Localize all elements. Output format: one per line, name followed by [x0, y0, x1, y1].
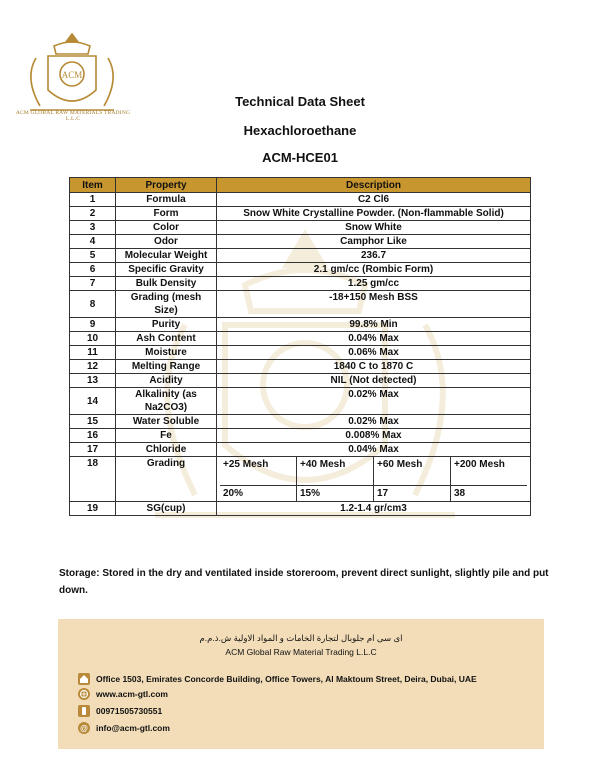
grading-mesh-value: 17: [374, 486, 451, 501]
row-item-number: 13: [70, 374, 116, 388]
table-row-grading: [70, 457, 531, 502]
row-description: 0.06% Max: [217, 346, 531, 360]
row-description: C2 Cl6: [217, 193, 531, 207]
row-property: Alkalinity (as Na2CO3): [116, 388, 217, 415]
row-property: Melting Range: [116, 360, 217, 374]
row-property: Ash Content: [116, 332, 217, 346]
row-item-number: 7: [70, 277, 116, 291]
row-item-number: 17: [70, 443, 116, 457]
table-row: [70, 193, 531, 207]
row-property: Specific Gravity: [116, 263, 217, 277]
table-row: [70, 429, 531, 443]
grading-mesh-value: 15%: [297, 486, 374, 501]
row-item-number: 5: [70, 249, 116, 263]
row-item-number: 1: [70, 193, 116, 207]
row-description: -18+150 Mesh BSS: [217, 291, 531, 318]
row-item-number: 3: [70, 221, 116, 235]
grading-mesh-value: 20%: [220, 486, 297, 501]
home-icon: [78, 673, 90, 685]
table-row: [70, 318, 531, 332]
row-property: Water Soluble: [116, 415, 217, 429]
row-item-number: 15: [70, 415, 116, 429]
footer-website[interactable]: www.acm-gtl.com: [96, 689, 168, 699]
grading-mesh-value: 38: [454, 488, 466, 499]
grading-grid: [217, 457, 531, 502]
row-item-number: 2: [70, 207, 116, 221]
table-row: [70, 360, 531, 374]
table-row: [70, 249, 531, 263]
grading-mesh-label: +200 Mesh: [454, 459, 505, 470]
row-item-number: 9: [70, 318, 116, 332]
row-description: 0.04% Max: [217, 332, 531, 346]
row-property: Purity: [116, 318, 217, 332]
table-row: [70, 415, 531, 429]
row-item-number: 6: [70, 263, 116, 277]
row-description: 0.02% Max: [217, 415, 531, 429]
footer-contact: [58, 619, 544, 749]
row-description: 1840 C to 1870 C: [217, 360, 531, 374]
row-item-number: 16: [70, 429, 116, 443]
table-header-row: [70, 178, 531, 193]
row-description: 0.008% Max: [217, 429, 531, 443]
row-property: Fe: [116, 429, 217, 443]
footer-phone-line: [78, 705, 162, 717]
row-description: 0.04% Max: [217, 443, 531, 457]
row-item-number: 18: [70, 457, 116, 502]
row-description: 1.2-1.4 gr/cm3: [217, 502, 531, 516]
footer-address: Office 1503, Emirates Concorde Building, Office Towers, Al Maktoum Street, Deira, Dubai, UAE: [96, 674, 477, 684]
row-item-number: 10: [70, 332, 116, 346]
row-property: Chloride: [116, 443, 217, 457]
row-property: Color: [116, 221, 217, 235]
footer-address-line: [78, 673, 477, 685]
row-property: Form: [116, 207, 217, 221]
row-property: SG(cup): [116, 502, 217, 516]
table-row: [70, 235, 531, 249]
row-property: Bulk Density: [116, 277, 217, 291]
row-description: 1.25 gm/cc: [217, 277, 531, 291]
table-row: [70, 346, 531, 360]
footer-phone[interactable]: 00971505730551: [96, 706, 163, 716]
storage-note: Storage: Stored in the dry and ventilated inside storeroom, prevent direct sunlight, slightly pile and put down.: [59, 568, 549, 596]
table-row: [70, 388, 531, 415]
footer-arabic-name: اى سى ام جلوبال لتجارة الخامات و المواد الاولية ش.ذ.م.م: [199, 633, 403, 643]
header-item: Item: [70, 178, 116, 193]
table-row: [70, 443, 531, 457]
table-row: [70, 374, 531, 388]
row-item-number: 12: [70, 360, 116, 374]
table-row: [70, 221, 531, 235]
table-row: [70, 502, 531, 516]
row-description: 99.8% Min: [217, 318, 531, 332]
footer-email[interactable]: info@acm-gtl.com: [96, 723, 170, 733]
globe-icon: [78, 688, 90, 700]
row-description: Snow White Crystalline Powder. (Non-flammable Solid): [217, 207, 531, 221]
phone-icon: [78, 705, 90, 717]
table-row: [70, 277, 531, 291]
svg-text:@: @: [80, 724, 88, 733]
row-item-number: 19: [70, 502, 116, 516]
row-description: 2.1 gm/cc (Rombic Form): [217, 263, 531, 277]
logo-monogram: ACM: [61, 70, 83, 80]
table-row: [70, 207, 531, 221]
footer-email-line: [78, 722, 170, 734]
spec-table: [69, 177, 531, 516]
table-row: [70, 332, 531, 346]
row-description: Snow White: [217, 221, 531, 235]
email-icon: [78, 722, 90, 734]
product-code: ACM-HCE01: [262, 150, 338, 165]
row-item-number: 4: [70, 235, 116, 249]
row-property: Grading (mesh Size): [116, 291, 217, 318]
document-title: Technical Data Sheet: [235, 94, 365, 109]
row-description: NIL (Not detected): [217, 374, 531, 388]
footer-company-name: ACM Global Raw Material Trading L.L.C: [225, 647, 377, 657]
grading-mesh-label: +25 Mesh: [220, 457, 297, 485]
row-property: Formula: [116, 193, 217, 207]
row-property: Odor: [116, 235, 217, 249]
header-property: Property: [116, 178, 217, 193]
table-row: [70, 291, 531, 318]
product-name: Hexachloroethane: [243, 123, 357, 138]
row-item-number: 8: [70, 291, 116, 318]
logo-company-text: ACM GLOBAL RAW MATERIALS TRADING L.L.C: [15, 110, 131, 122]
footer-website-line: [78, 688, 168, 700]
row-item-number: 11: [70, 346, 116, 360]
row-property: Moisture: [116, 346, 217, 360]
header-description: Description: [217, 178, 531, 193]
row-item-number: 14: [70, 388, 116, 415]
row-property: Molecular Weight: [116, 249, 217, 263]
grading-mesh-label: +40 Mesh: [297, 457, 374, 485]
row-description: Camphor Like: [217, 235, 531, 249]
row-property: Grading: [116, 457, 217, 502]
grading-mesh-label: +60 Mesh: [374, 457, 451, 485]
row-description: 0.02% Max: [217, 388, 531, 415]
row-description: 236.7: [217, 249, 531, 263]
row-property: Acidity: [116, 374, 217, 388]
table-row: [70, 263, 531, 277]
